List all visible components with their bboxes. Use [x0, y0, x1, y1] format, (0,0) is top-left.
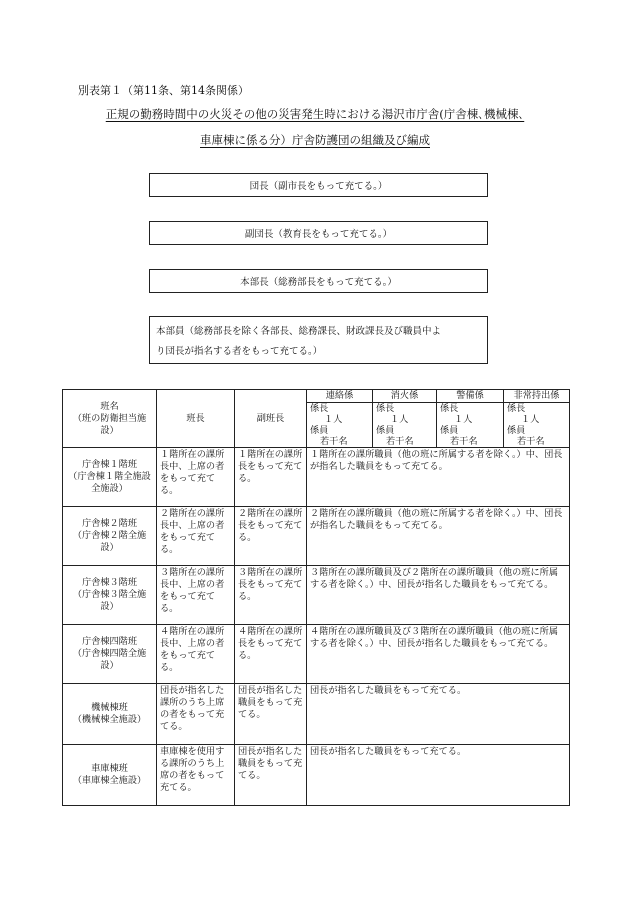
row-staff: 団長が指名した職員をもって充てる。	[307, 745, 570, 806]
role-leader-label: 係長	[507, 403, 526, 414]
role-member-label: 係員	[310, 425, 329, 436]
row-chief: ２階所在の課所長中、上席の者をもって充てる。	[157, 507, 235, 566]
org-hq-members-line2: り団長が指名する者をもって充てる。）	[156, 346, 323, 357]
role-leader-label: 係長	[440, 403, 459, 414]
role-member-label: 係員	[440, 425, 459, 436]
header-vice: 副班長	[235, 390, 307, 448]
row-vice: 団長が指名した職員をもって充てる。	[235, 684, 307, 745]
table-row	[63, 625, 570, 684]
table-header-row	[63, 390, 570, 403]
org-hq-members-line1: 本部員（総務部長を除く各部長、総務課長、財政課長及び職員中よ	[156, 326, 442, 337]
role-detail-cell	[373, 403, 437, 448]
role-member-label: 係員	[376, 425, 395, 436]
row-vice: １階所在の課所長をもって充てる。	[235, 448, 307, 507]
role-detail-cell	[437, 403, 504, 448]
org-hq-chief-text: 本部長（総務部長をもって充てる。）	[240, 277, 397, 288]
row-staff: ４階所在の課所職員及び３階所在の課所職員（他の班に所属する者を除く。）中、団長が指名した職員をもって充てる。	[307, 625, 570, 684]
org-vice-leader-box	[149, 221, 488, 245]
row-chief: ３階所在の課所長中、上席の者をもって充てる。	[157, 566, 235, 625]
row-unit: 庁舎棟２階班 （庁舎棟２階全施設）	[63, 507, 157, 566]
row-vice: ４階所在の課所長をもって充てる。	[235, 625, 307, 684]
table-row	[63, 507, 570, 566]
row-staff: １階所在の課所職員（他の班に所属する者を除く。）中、団長が指名した職員をもって充てる。	[307, 448, 570, 507]
document-title-line2: 車庫棟に係る分）庁舎防護団の組織及び編成	[200, 133, 430, 147]
role-leader-count: １人	[521, 414, 540, 425]
row-unit: 庁舎棟１階班 （庁舎棟１階全施設全施設）	[63, 448, 157, 507]
role-member-count: 若干名	[450, 436, 478, 447]
table-row	[63, 684, 570, 745]
role-leader-label: 係長	[376, 403, 395, 414]
header-role-evacuation: 非常持出係	[504, 390, 570, 403]
role-leader-count: １人	[454, 414, 473, 425]
row-vice: 団長が指名した職員をもって充てる。	[235, 745, 307, 806]
row-staff: ３階所在の課所職員及び２階所在の課所職員（他の班に所属する者を除く。）中、団長が指名した職員をもって充てる。	[307, 566, 570, 625]
row-vice: ３階所在の課所長をもって充てる。	[235, 566, 307, 625]
row-chief: 団長が指名した課所のうち上席の者をもって充てる。	[157, 684, 235, 745]
table-row	[63, 745, 570, 806]
row-vice: ２階所在の課所長をもって充てる。	[235, 507, 307, 566]
header-role-firefighting: 消火係	[373, 390, 437, 403]
role-member-count: 若干名	[517, 436, 545, 447]
document-heading: 別表第１（第11条、第14条関係）	[78, 84, 249, 97]
header-unit: 班名 （班の防衛担当施設）	[63, 390, 157, 448]
org-leader-box	[149, 173, 488, 197]
row-chief: 車庫棟を使用する課所のうち上席の者をもって充てる。	[157, 745, 235, 806]
role-leader-count: １人	[324, 414, 343, 425]
row-chief: １階所在の課所長中、上席の者をもって充てる。	[157, 448, 235, 507]
header-role-security: 警備係	[437, 390, 504, 403]
row-unit: 庁舎棟３階班 （庁舎棟３階全施設）	[63, 566, 157, 625]
table-row	[63, 448, 570, 507]
role-detail-cell	[307, 403, 373, 448]
role-member-count: 若干名	[320, 436, 348, 447]
org-leader-text: 団長（副市長をもって充てる。）	[249, 181, 388, 192]
row-unit: 庁舎棟四階班 （庁舎棟四階全施設）	[63, 625, 157, 684]
role-leader-label: 係長	[310, 403, 329, 414]
document-title-line1: 正規の勤務時間中の火災その他の災害発生時における湯沢市庁舎(庁舎棟､機械棟､	[105, 107, 525, 121]
table-row	[63, 566, 570, 625]
row-unit: 車庫棟班 （車庫棟全施設）	[63, 745, 157, 806]
role-leader-count: １人	[390, 414, 409, 425]
organization-table	[62, 389, 570, 806]
org-hq-chief-box	[149, 269, 488, 293]
row-chief: ４階所在の課所長中、上席の者をもって充てる。	[157, 625, 235, 684]
org-hq-members-box	[149, 316, 488, 364]
row-staff: 団長が指名した職員をもって充てる。	[307, 684, 570, 745]
row-staff: ２階所在の課所職員（他の班に所属する者を除く。）中、団長が指名した職員をもって充てる。	[307, 507, 570, 566]
role-member-label: 係員	[507, 425, 526, 436]
header-chief: 班長	[157, 390, 235, 448]
header-role-liaison: 連絡係	[307, 390, 373, 403]
row-unit: 機械棟班 （機械棟全施設）	[63, 684, 157, 745]
role-detail-cell	[504, 403, 570, 448]
org-vice-leader-text: 副団長（教育長をもって充てる。）	[244, 229, 393, 240]
role-member-count: 若干名	[386, 436, 414, 447]
